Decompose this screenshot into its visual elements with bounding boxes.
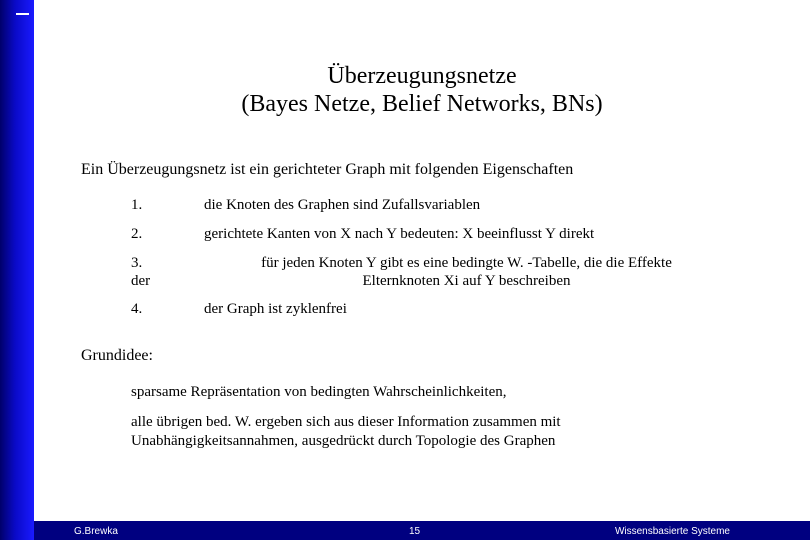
intro-text: Ein Überzeugungsnetz ist ein gerichteter Graph mit folgenden Eigenschaften [81,161,574,178]
item-number: 1. [131,197,143,213]
grundidee-point-2 [131,413,561,451]
grundidee-point-2-line-2: Unabhängigkeitsannahmen, ausgedrückt durch Topologie des Graphen [131,433,556,449]
footer-bar [34,521,810,540]
footer-page-number: 15 [409,526,421,537]
slide-title [34,62,810,118]
grundidee-point-1: sparsame Repräsentation von bedingten Wahrscheinlichkeiten, [131,384,507,400]
grundidee-heading: Grundidee: [81,347,153,364]
item-number: 4. [131,301,143,317]
footer-course: Wissensbasierte Systeme [614,526,730,537]
item-text: gerichtete Kanten von X nach Y bedeuten: X beeinflusst Y direkt [204,226,595,242]
item-text: für jeden Knoten Y gibt es eine bedingte W. -Tabelle, die die Effekte [261,255,672,271]
grundidee-point-2-line-1: alle übrigen bed. W. ergeben sich aus dieser Information zusammen mit [131,414,561,430]
item-number: 2. [131,226,143,242]
corner-mark [16,13,29,15]
side-bar [0,0,34,540]
title-line-2: (Bayes Netze, Belief Networks, BNs) [241,91,603,117]
footer-author: G.Brewka [74,526,118,537]
title-line-1: Überzeugungsnetze [327,63,517,89]
item-text: die Knoten des Graphen sind Zufallsvariablen [204,197,481,213]
item-number-continuation: der [131,273,151,289]
item-text-continuation: Elternknoten Xi auf Y beschreiben [362,273,571,289]
item-number: 3. [131,255,143,271]
item-text: der Graph ist zyklenfrei [204,301,347,317]
